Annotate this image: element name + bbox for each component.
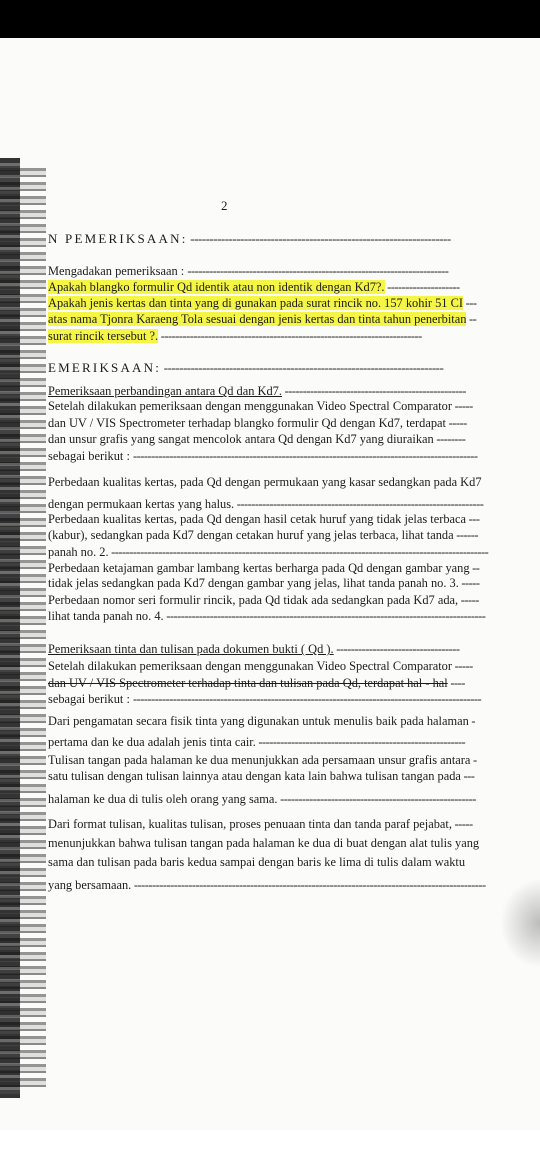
line-text: halaman ke dua di tulis oleh orang yang sama. [48, 792, 278, 806]
document-line [48, 329, 422, 344]
dash-filler: ----- [452, 659, 473, 673]
line-text: Perbedaan kualitas kertas, pada Qd dengan hasil cetak huruf yang tidak jelas terbaca [48, 512, 467, 526]
line-text: dan unsur grafis yang sangat mencolok antara Qd dengan Kd7 yang diuraikan [48, 432, 434, 446]
document-line [48, 659, 473, 674]
dash-filler: ----- [452, 399, 473, 413]
document-line [48, 296, 476, 311]
document-line [48, 576, 480, 591]
dash-filler: --- [466, 512, 480, 526]
dash-filler: ------------------------------------------------------ [277, 792, 476, 806]
section-heading [48, 231, 451, 246]
dash-filler: ----------------------------------------------------------------------------------------------- [133, 449, 478, 463]
document-line [48, 561, 479, 576]
dash-filler: -------- [433, 432, 466, 446]
document-line [48, 769, 474, 784]
dash-filler: -------------------------------------------------------------------- [234, 497, 484, 511]
document-line [48, 642, 460, 657]
dash-filler: ---- [447, 676, 465, 690]
document-line [48, 609, 485, 624]
line-text: tidak jelas sedangkan pada Kd7 dengan gambar yang jelas, lihat tanda panah no. 3. [48, 576, 459, 590]
line-text: sebagai berikut : [48, 692, 133, 706]
dash-filler: ----- [446, 416, 467, 430]
status-bar [0, 0, 540, 38]
line-text: (kabur), sedangkan pada Kd7 dengan cetakan huruf yang jelas terbaca, lihat tanda [48, 528, 454, 542]
line-text: Pemeriksaan tinta dan tulisan pada dokumen bukti ( Qd ). [48, 642, 334, 656]
dash-filler: ------------------------------------------------------------------------------------------------- [131, 878, 486, 892]
line-text: dan UV / VIS Spectrometer terhadap blangko formulir Qd dengan Kd7, terdapat [48, 416, 447, 430]
document-line [48, 753, 477, 768]
dash-filler: ----- [451, 817, 473, 831]
dash-filler: --------------------------------------------------------- [255, 735, 466, 749]
line-text: Perbedaan kualitas kertas, pada Qd dengan permukaan yang kasar sedangkan pada Kd7 [48, 475, 482, 489]
dash-filler: - [468, 714, 476, 728]
document-line [48, 449, 478, 464]
line-text: Pemeriksaan perbandingan antara Qd dan Kd7. [48, 384, 282, 398]
document-line [48, 676, 465, 691]
dash-filler: -- [469, 561, 480, 575]
line-text: Perbedaan nomor seri formulir rincik, pada Qd tidak ada sedangkan pada Kd7 ada, [48, 593, 459, 607]
scan-shadow [500, 878, 540, 968]
document-line [48, 475, 482, 490]
document-line [48, 528, 478, 543]
line-text: Tulisan tangan pada halaman ke dua menunjukkan ada persamaan unsur grafis antara [48, 753, 471, 767]
dash-filler: ----- [458, 593, 479, 607]
line-text: menunjukkan bahwa tulisan tangan pada halaman ke dua di buat dengan alat tulis yang [48, 836, 480, 850]
line-text: Perbedaan ketajaman gambar lambang kertas berharga pada Qd dengan gambar yang [48, 561, 470, 575]
document-line [48, 735, 465, 750]
dash-filler: --- [460, 769, 475, 783]
document-line [48, 545, 488, 560]
dash-filler: ------------------------------------------------------------------------------------------------ [133, 692, 482, 706]
dash-filler: ---------------------------------------------------------------------------------------- [163, 609, 486, 623]
document-line [48, 692, 481, 707]
document-line [48, 593, 479, 608]
line-text: Apakah jenis kertas dan tinta yang di gunakan pada surat rincik no. 157 kohir 51 CI [48, 296, 463, 310]
document-line [48, 416, 467, 431]
line-text: yang bersamaan. [48, 878, 132, 892]
section-heading [48, 360, 443, 375]
dash-filler: --- [462, 296, 477, 310]
line-text: lihat tanda panah no. 4. [48, 609, 164, 623]
dash-filler: ---------------------------------- [333, 642, 460, 656]
document-line [48, 792, 476, 807]
line-text: atas nama Tjonra Karaeng Tola sesuai dengan jenis kertas dan tinta tahun penerbitan [48, 312, 467, 326]
line-text: sebagai berikut : [48, 449, 133, 463]
line-text: Dari format tulisan, kualitas tulisan, proses penuaan tinta dan tanda paraf pejabat, [48, 817, 452, 831]
line-text: N PEMERIKSAAN: [48, 231, 188, 246]
line-text: surat rincik tersebut ?. [48, 329, 159, 343]
page-number: 2 [221, 198, 228, 213]
document-line [48, 855, 465, 870]
document-line [48, 280, 460, 295]
line-text: pertama dan ke dua adalah jenis tinta cair. [48, 735, 256, 749]
document-line [48, 512, 480, 527]
document-line [48, 432, 465, 447]
line-text: Setelah dilakukan pemeriksaan dengan menggunakan Video Spectral Comparator [48, 659, 453, 673]
line-text: sama dan tulisan pada baris kedua sampai dengan baris ke lima di tulis dalam waktu [48, 855, 466, 869]
line-text: Apakah blangko formulir Qd identik atau non identik dengan Kd7?. [48, 280, 385, 294]
dash-filler: ----- [458, 576, 480, 590]
dash-filler: ------------------------------------------------------------------------- [161, 360, 444, 375]
dash-filler: -- [466, 312, 477, 326]
dash-filler: - [470, 753, 477, 767]
dash-filler: -------------------------------------------------- [281, 384, 466, 398]
dash-filler: ------ [453, 528, 478, 542]
dash-filler: ------------------------------------------------------------------------ [187, 264, 449, 278]
document-line [48, 878, 486, 893]
dash-filler: -------------------- [384, 280, 460, 294]
document-line [48, 399, 473, 414]
document-line [48, 264, 448, 279]
document-line [48, 497, 483, 512]
bottom-bar [0, 1130, 540, 1170]
document-line [48, 714, 475, 729]
scan-binding-edge [0, 158, 20, 1098]
document-line [48, 384, 466, 399]
line-text: dan UV / VIS Spectrometer terhadap tinta dan tulisan pada Qd, terdapat hal - hal [48, 676, 448, 690]
line-text: panah no. 2. [48, 545, 109, 559]
dash-filler: -------------------------------------------------------------------- [187, 231, 451, 246]
scanned-document [0, 38, 540, 1130]
line-text: Setelah dilakukan pemeriksaan dengan menggunakan Video Spectral Comparator [48, 399, 453, 413]
dash-filler: ------------------------------------------------------------------------ [158, 329, 422, 343]
line-text: Mengadakan pemeriksaan : [48, 264, 188, 278]
document-line [48, 817, 473, 832]
dash-filler: -------------------------------------------------------------------------------------------------------- [108, 545, 489, 559]
line-text: dengan permukaan kertas yang halus. [48, 497, 235, 511]
document-line [48, 312, 476, 327]
document-line [48, 836, 479, 851]
line-text: Dari pengamatan secara fisik tinta yang digunakan untuk menulis baik pada halaman [48, 714, 469, 728]
line-text: EMERIKSAAN: [48, 360, 162, 375]
line-text: satu tulisan dengan tulisan lainnya atau dengan kata lain bahwa tulisan tangan pada [48, 769, 461, 783]
